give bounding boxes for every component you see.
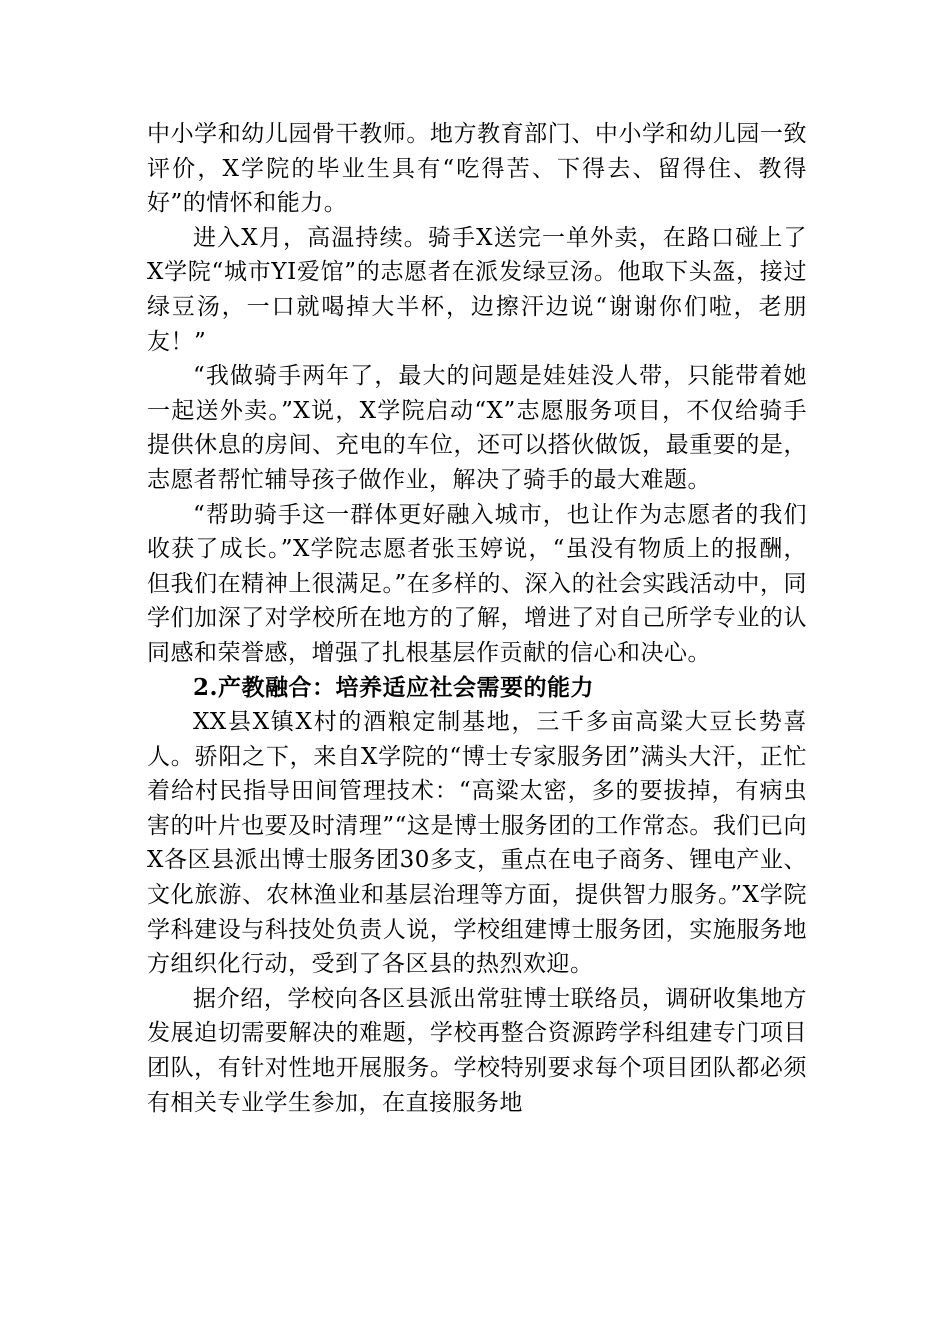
paragraph: 据介绍，学校向各区县派出常驻博士联络员，调研收集地方发展迫切需要解决的难题，学校再整合资源跨学科组建专门项目团队，有针对性地开展服务。学校特别要求每个项目团队都必须有相关专业学生参加，在直接服务地 [147, 985, 807, 1116]
paragraph: XX县X镇X村的酒粮定制基地，三千多亩高粱大豆长势喜人。骄阳之下，来自X学院的“博士专家服务团”满头大汗，正忙着给村民指导田间管理技术：“高粱太密，多的要拔掉，有病虫害的叶片也要及时清理”“这是博士服务团的工作常态。我们已向X各区县派出博士服务团30多支，重点在电子商务、锂电产业、文化旅游、农林渔业和基层治理等方面，提供智力服务。”X学院学科建设与科技处负责人说，学校组建博士服务团，实施服务地方组织化行动，受到了各区县的热烈欢迎。 [147, 709, 807, 978]
document-body [147, 117, 807, 1120]
paragraph: 进入X月，高温持续。骑手X送完一单外卖，在路口碰上了X学院“城市YI爱馆”的志愿者在派发绿豆汤。他取下头盔，接过绿豆汤，一口就喝掉大半杯，边擦汗边说“谢谢你们啦，老朋友！” [147, 224, 807, 355]
paragraph: “帮助骑手这一群体更好融入城市，也让作为志愿者的我们收获了成长。”X学院志愿者张玉婷说，“虽没有物质上的报酬，但我们在精神上很满足。”在多样的、深入的社会实践活动中，同学们加深了对学校所在地方的了解，增进了对自己所学专业的认同感和荣誉感，增强了扎根基层作贡献的信心和决心。 [147, 501, 807, 666]
paragraph: “我做骑手两年了，最大的问题是娃娃没人带，只能带着她一起送外卖。”X说，X学院启动“X”志愿服务项目，不仅给骑手提供休息的房间、充电的车位，还可以搭伙做饭，最重要的是，志愿者帮忙辅导孩子做作业，解决了骑手的最大难题。 [147, 363, 807, 493]
section-heading: 2.产教融合：培养适应社会需要的能力 [193, 673, 595, 701]
paragraph: 中小学和幼儿园骨干教师。地方教育部门、中小学和幼儿园一致评价，X学院的毕业生具有“吃得苦、下得去、留得住、教得好”的情怀和能力。 [147, 121, 807, 217]
